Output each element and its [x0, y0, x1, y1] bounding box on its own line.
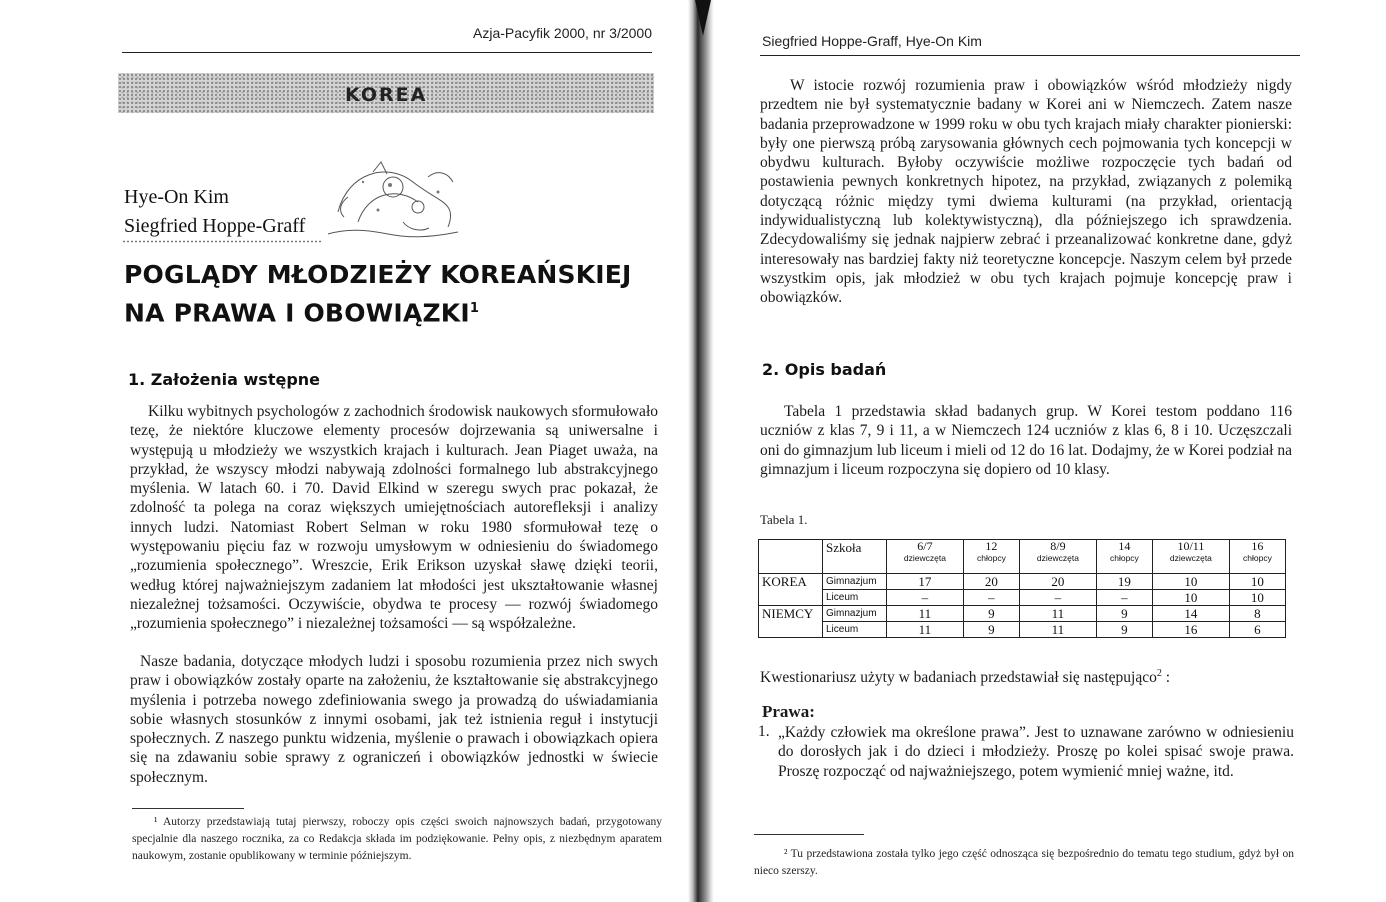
footnote	[754, 846, 1294, 880]
table-header-cell	[887, 540, 964, 574]
table-header-row	[759, 540, 1286, 574]
table-header-cell	[1096, 540, 1152, 574]
section-heading: 2. Opis badań	[762, 360, 887, 379]
footnote-mark: ²	[784, 848, 788, 860]
article-title-line: POGLĄDY MŁODZIEŻY KOREAŃSKIEJ	[124, 260, 632, 289]
body-paragraph: Nasze badania, dotyczące młodych ludzi i sposobu rozumienia przez nich swych praw i obowiązków zostały oparte na założeniu, że kształtowanie się abstrakcyjnego myślenia i potrzeba nowego zdefiniowania swego ja prowadzą do uświadamiania sobie własnych stosunków z innymi osobami, jak też istnienia reguł i instytucji społecznych. Z naszego punktu widzenia, myślenie o prawach i obowiązkach opiera się na zdawaniu sobie sprawy z ograniczeń i obowiązków jednostki w świecie społecznym.	[130, 653, 658, 786]
footnote	[132, 814, 662, 865]
table-header-cell	[759, 540, 823, 574]
body-paragraph: W istocie rozwój rozumienia praw i obowiązków wśród młodzieży nigdy przedtem nie był systematycznie badany w Korei ani w Niemczech. Zatem nasze badania przeprowadzone w 1999 roku w obu tych krajach miały charakter pionierski: były one pierwszą próbą zarysowania głównych cech pojmowania tych koncepcji w obydwu kulturach. Byłoby oczywiście możliwe rozpoczęcie tych badań od postawienia pewnych konkretnych hipotez, na przykład, związanych z polemiką dotyczącą różnic między tymi dwiema kulturami (na przykład, orientacją indywidualistyczną lub kolektywistyczną), dla późniejszego ich sprawdzenia. Zdecydowaliśmy się jednak najpierw zebrać i przeanalizować konkretne dane, gdyż interesowały nas bardziej fakty niż teoretyczne koncepcje. Naszym celem był przede wszystkim opis, jak młodzież w obu tych krajach pojmuje koncepcję praw i obowiązków.	[760, 77, 1292, 307]
column-grade: 10/11	[1177, 539, 1205, 553]
table-cell: 8	[1229, 606, 1285, 622]
section-heading: 1. Założenia wstępne	[128, 370, 321, 389]
table-cell: 9	[963, 622, 1019, 638]
column-grade: 16	[1251, 539, 1264, 553]
table-cell: 9	[1096, 606, 1152, 622]
column-group: chłopcy	[1243, 553, 1272, 563]
column-group: dziewczęta	[1036, 553, 1079, 563]
country-cell: KOREA	[759, 574, 823, 606]
table-caption: Tabela 1.	[760, 512, 808, 527]
right-running-head: Siegfried Hoppe-Graff, Hye-On Kim	[762, 33, 982, 49]
table-cell: 14	[1152, 606, 1229, 622]
footnote-reference[interactable]: 1	[469, 301, 480, 316]
table-cell: 20	[1019, 574, 1096, 590]
article-title	[124, 258, 632, 330]
table-row	[759, 590, 1286, 606]
footnote-text: Tu przedstawiona została tylko jego część odnosząca się bezpośrednio do tematu tego studium, gdyż był on nieco szerszy.	[754, 848, 1295, 877]
table-cell: 10	[1229, 590, 1285, 606]
left-header-rule	[122, 52, 652, 53]
list-number: 1.	[758, 723, 770, 740]
left-running-head: Azja-Pacyfik 2000, nr 3/2000	[473, 25, 652, 41]
table-cell: 17	[887, 574, 964, 590]
table-cell: –	[963, 590, 1019, 606]
table-cell: –	[1019, 590, 1096, 606]
column-group: chłopcy	[977, 553, 1006, 563]
list-item: „Każdy człowiek ma określone prawa”. Jest to uznawane zarówno w odniesieniu do dorosłych jak i do dzieci i młodzieży. Proszę po kolei spisać swoje prawa. Proszę rozpocząć od najważniejszego, potem wymienić mniej ważne, itd.	[778, 724, 1294, 780]
footnote-reference[interactable]: 2	[1156, 668, 1162, 679]
table-header-cell	[963, 540, 1019, 574]
left-page	[0, 0, 690, 902]
table-cell: 10	[1152, 590, 1229, 606]
footnote-rule	[754, 834, 864, 835]
column-grade: 8/9	[1050, 539, 1066, 553]
decorative-rule	[122, 240, 322, 243]
table-cell: 10	[1152, 574, 1229, 590]
table-cell: 9	[963, 606, 1019, 622]
table-header-cell	[1229, 540, 1285, 574]
footnote-rule	[132, 808, 244, 809]
gutter-shadow	[695, 0, 711, 36]
school-cell: Gimnazjum	[823, 606, 887, 622]
school-cell: Liceum	[823, 590, 887, 606]
table-row	[759, 606, 1286, 622]
table-cell: 10	[1229, 574, 1285, 590]
dragon-ornament-icon	[318, 152, 473, 247]
table-cell: 11	[887, 622, 964, 638]
table-cell: 11	[887, 606, 964, 622]
school-cell: Gimnazjum	[823, 574, 887, 590]
table-cell: –	[887, 590, 964, 606]
table-header-cell: Szkoła	[823, 540, 887, 574]
column-group: dziewczęta	[1169, 553, 1212, 563]
column-grade: 12	[985, 539, 998, 553]
footnote-text: Autorzy przedstawiają tutaj pierwszy, roboczy opis części swoich najnowszych badań, przygotowany specjalnie dla naszego rocznika, za co Redakcja składa im podziękowanie. Pełny opis, z niezbędnym aparatem naukowym, zostanie opublikowany w terminie późniejszym.	[132, 816, 662, 862]
author-name: Siegfried Hoppe-Graff	[124, 215, 306, 237]
column-grade: 14	[1118, 539, 1131, 553]
table-cell: 9	[1096, 622, 1152, 638]
author-name: Hye-On Kim	[124, 186, 229, 208]
table-cell: 19	[1096, 574, 1152, 590]
school-cell: Liceum	[823, 622, 887, 638]
table-cell: 16	[1152, 622, 1229, 638]
column-group: dziewczęta	[903, 553, 946, 563]
table-cell: 6	[1229, 622, 1285, 638]
table-cell: 11	[1019, 622, 1096, 638]
column-group: chłopcy	[1109, 553, 1139, 563]
table-row	[759, 622, 1286, 638]
column-grade: 6/7	[917, 539, 933, 553]
article-title-text: NA PRAWA I OBOWIĄZKI	[124, 298, 470, 328]
table-cell: 11	[1019, 606, 1096, 622]
section-band-label: KOREA	[345, 84, 428, 106]
questionnaire-colon: :	[1161, 669, 1171, 687]
footnote-mark: ¹	[154, 816, 158, 828]
questionnaire-intro-text: Kwestionariusz użyty w badaniach przedstawiał się następująco	[760, 669, 1157, 687]
questionnaire-intro	[760, 664, 1292, 687]
table-cell: 20	[963, 574, 1019, 590]
table-cell: –	[1096, 590, 1152, 606]
body-paragraph: Kilku wybitnych psychologów z zachodnich środowisk naukowych sformułowało tezę, że niektóre kluczowe elementy procesów dojrzewania są uniwersalne i występują u młodzieży we wszystkich krajach i kulturach. Jean Piaget uważa, na przykład, że wszyscy młodzi nabywają zdolności formalnego lub abstrakcyjnego myślenia. W latach 60. i 70. David Elkind w szeregu swych prac pokazał, że zdolność ta polega na coraz większych umiejętnościach autorefleksji i analizy innych ludzi. Natomiast Robert Selman w roku 1980 sformułował tezę o występowaniu pięciu faz w rozwoju umysłowym w odniesieniu do świadomego „rozumienia społecznego”. Wreszcie, Erik Erikson uzyskał sławę dzięki teorii, według której najważniejszym zadaniem lat młodości jest ukształtowanie własnej niezależnej tożsamości. Oczywiście, obydwa te procesy — rozwój świadomego „rozumienia społecznego” i niezależnej tożsamości — są współzależne.	[130, 403, 658, 633]
table-header-cell	[1152, 540, 1229, 574]
table-row	[759, 574, 1286, 590]
body-paragraph: Tabela 1 przedstawia skład badanych grup. W Korei testom poddano 116 uczniów z klas 7, 9 i 11, a w Niemczech 124 uczniów z klas 6, 8 i 10. Uczęszczali oni do gimnazjum lub liceum i mieli od 12 do 16 lat. Dodajmy, że w Korei podział na gimnazjum i liceum rozpoczyna się dopiero od 10 klasy.	[760, 403, 1292, 478]
book-gutter	[688, 0, 714, 902]
table-header-cell	[1019, 540, 1096, 574]
subheading: Prawa:	[762, 702, 815, 721]
right-header-rule	[760, 55, 1300, 56]
right-page	[712, 0, 1386, 902]
article-title-line	[124, 292, 632, 330]
country-cell: NIEMCY	[759, 606, 823, 638]
data-table	[758, 539, 1286, 638]
